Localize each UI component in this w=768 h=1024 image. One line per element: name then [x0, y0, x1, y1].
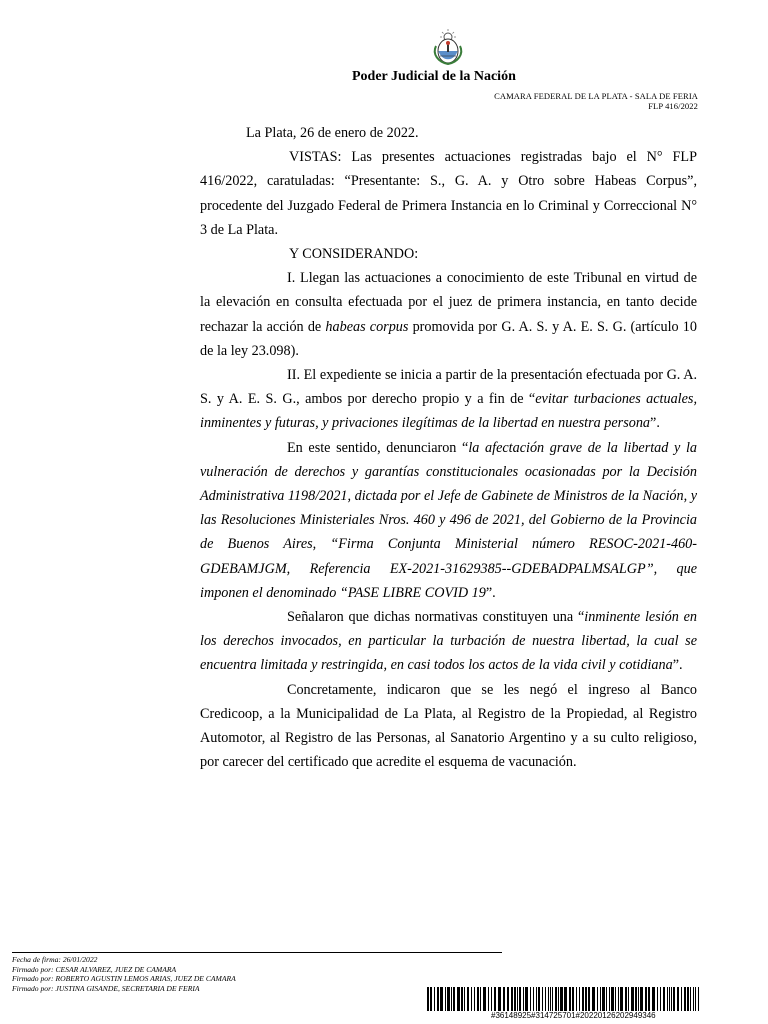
- paragraph-1-text-a: I. Llegan las actuaciones a conocimiento de este Tribunal en virtud de la elevación en consulta efectuada por el juez de primera instancia, en tanto decide rechazar la acción de: [200, 270, 697, 335]
- paragraph-4: [200, 605, 697, 678]
- paragraph-3-italic: la afectación grave de la libertad y la vulneración de derechos y garantías constitucionales ocasionadas por la Decisión Administrativa 1198/2021, dictada por el Jefe de Gabinete de Ministros de la Nación, y las Resoluciones Ministeriales Nros. 460 y 496 de 2021, del Gobierno de la Provincia de Buenos Aires, “Firma Conjunta Ministerial número RESOC-2021-460-GDEBAMJGM, Referencia EX-2021-31629385--GDEBADPALMSALGP”, que imponen el denominado “PASE LIBRE COVID 19: [200, 439, 697, 601]
- considerando-heading: Y CONSIDERANDO:: [289, 246, 419, 263]
- signature-date: Fecha de firma: 26/01/2022: [12, 955, 98, 964]
- case-number: FLP 416/2022: [648, 101, 698, 111]
- signer-1: Firmado por: CESAR ALVAREZ, JUEZ DE CAMARA: [12, 964, 177, 974]
- barcode-icon: [427, 987, 701, 1011]
- chamber-name: CAMARA FEDERAL DE LA PLATA - SALA DE FERIA: [494, 91, 698, 101]
- paragraph-3: [200, 436, 697, 605]
- paragraph-2-text-b: ”.: [650, 415, 660, 432]
- resolution-body: [200, 121, 697, 774]
- paragraph-1-text-b: promovida por G. A. S. y A. E. S. G. (artículo 10 de la ley 23.098).: [200, 318, 697, 359]
- chamber-header: [494, 91, 698, 111]
- paragraph-2-italic: evitar turbaciones actuales, inminentes y futuras, y privaciones ilegítimas de la libertad en nuestra persona: [200, 391, 697, 432]
- national-coat-of-arms-icon: [428, 26, 468, 66]
- paragraph-4-text-a: Señalaron que dichas normativas constituyen una “: [287, 609, 585, 626]
- paragraph-4-italic: inminente lesión en los derechos invocados, en particular la turbación de nuestra libertad, la cual se encuentra limitada y restringida, en casi todos los actos de la vida civil y cotidiana: [200, 609, 697, 674]
- paragraph-5: Concretamente, indicaron que se les negó el ingreso al Banco Credicoop, a la Municipalidad de La Plata, al Registro de la Propiedad, al Registro Automotor, al Registro de las Personas, al Sanatorio Argentino y a su culto religioso, por carecer del certificado que acredite el esquema de vacunación.: [200, 681, 697, 771]
- signer-2: Firmado por: ROBERTO AGUSTIN LEMOS ARIAS, JUEZ DE CAMARA: [12, 974, 236, 984]
- paragraph-2-text-a: II. El expediente se inicia a partir de la presentación efectuada por G. A. S. y A. E. S. G., ambos por derecho propio y a fin de “: [200, 367, 697, 408]
- vistas-paragraph: VISTAS: Las presentes actuaciones registradas bajo el N° FLP 416/2022, caratuladas: “Presentante: S., G. A. y Otro sobre Habeas Corpus”, procedente del Juzgado Federal de Primera Instancia en lo Criminal y Correccional N° 3 de La Plata.: [200, 149, 697, 238]
- barcode-number: #36148925#314725701#20220126202949346: [491, 1011, 656, 1020]
- paragraph-3-text-a: En este sentido, denunciaron “: [287, 439, 469, 456]
- date-line: La Plata, 26 de enero de 2022.: [246, 125, 419, 141]
- footer-divider: [12, 952, 502, 953]
- paragraph-4-text-b: ”.: [672, 657, 683, 674]
- paragraph-3-text-b: ”.: [485, 584, 496, 601]
- signer-3: Firmado por: JUSTINA GISANDE, SECRETARIA DE FERIA: [12, 983, 200, 993]
- document-barcode: [427, 987, 701, 1023]
- signature-block: [12, 955, 236, 993]
- paragraph-1-italic: habeas corpus: [325, 318, 409, 335]
- institution-title: Poder Judicial de la Nación: [352, 69, 516, 84]
- paragraph-2: [200, 363, 697, 436]
- paragraph-1: [200, 266, 697, 363]
